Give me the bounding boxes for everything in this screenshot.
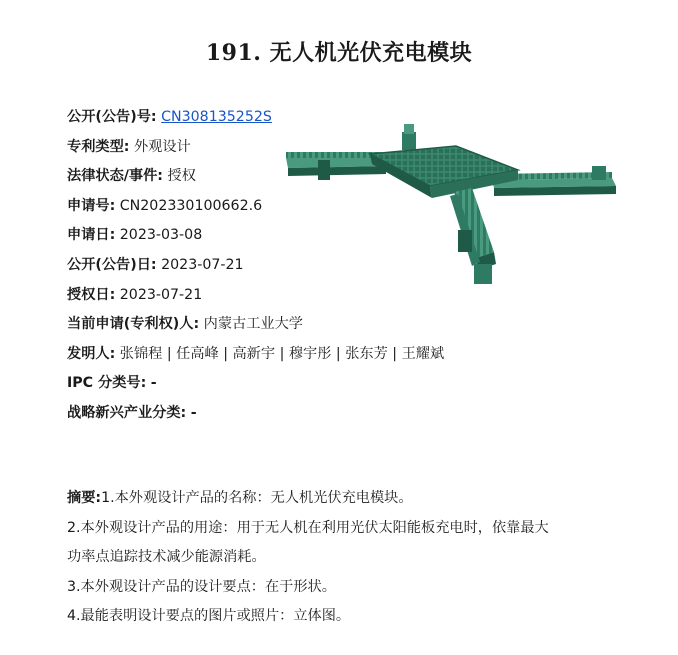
field-label: 公开(公告)号: (67, 109, 157, 125)
field-label: 专利类型: (67, 138, 130, 155)
field-ipc (67, 369, 444, 399)
abstract-line: 4.最能表明设计要点的图片或照片：立体图。 (67, 608, 351, 625)
left-peg (318, 160, 330, 180)
field-value: 2023-07-21 (119, 286, 203, 303)
publication-number-link[interactable]: CN308135252S (161, 109, 272, 125)
field-value: 张锦程 | 任高峰 | 高新宇 | 穆宇彤 | 张东芳 | 王耀斌 (119, 345, 445, 362)
product-image (282, 118, 622, 290)
field-value: 外观设计 (133, 138, 191, 155)
field-value: CN202330100662.6 (119, 197, 263, 214)
field-label: 发明人: (67, 345, 116, 362)
field-label: 申请号: (67, 197, 116, 214)
abstract-line: 功率点追踪技术减少能源消耗。 (67, 549, 266, 566)
abstract-text: 1.本外观设计产品的名称：无人机光伏充电模块。 (101, 490, 413, 506)
field-value: 内蒙古工业大学 (203, 316, 303, 333)
field-label: IPC 分类号: (67, 375, 147, 392)
field-label: 法律状态/事件: (67, 168, 163, 185)
rear-post (402, 124, 416, 150)
field-value: 2023-07-21 (161, 256, 244, 273)
field-strategic-industry (67, 399, 444, 429)
field-value: - (150, 375, 157, 392)
page-title: 191. 无人机光伏充电模块 (205, 40, 473, 66)
field-value: - (190, 404, 197, 421)
field-label: 公开(公告)日: (67, 256, 157, 273)
abstract-section (67, 484, 637, 632)
abstract-line: 3.本外观设计产品的设计要点：在于形状。 (67, 578, 336, 595)
field-applicant (67, 310, 444, 340)
field-label: 申请日: (67, 227, 116, 244)
field-label: 当前申请(专利权)人: (67, 316, 200, 333)
field-value: 2023-03-08 (119, 227, 203, 244)
abstract-line: 2.本外观设计产品的用途：用于无人机在利用光伏太阳能板充电时，依靠最大 (67, 519, 549, 536)
field-inventors (67, 340, 444, 370)
arm-front (450, 188, 496, 284)
field-label: 战略新兴产业分类: (67, 404, 187, 421)
abstract-label: 摘要: (67, 490, 102, 506)
abstract-line (67, 484, 637, 514)
field-label: 授权日: (67, 286, 116, 303)
field-value: 授权 (167, 168, 196, 185)
